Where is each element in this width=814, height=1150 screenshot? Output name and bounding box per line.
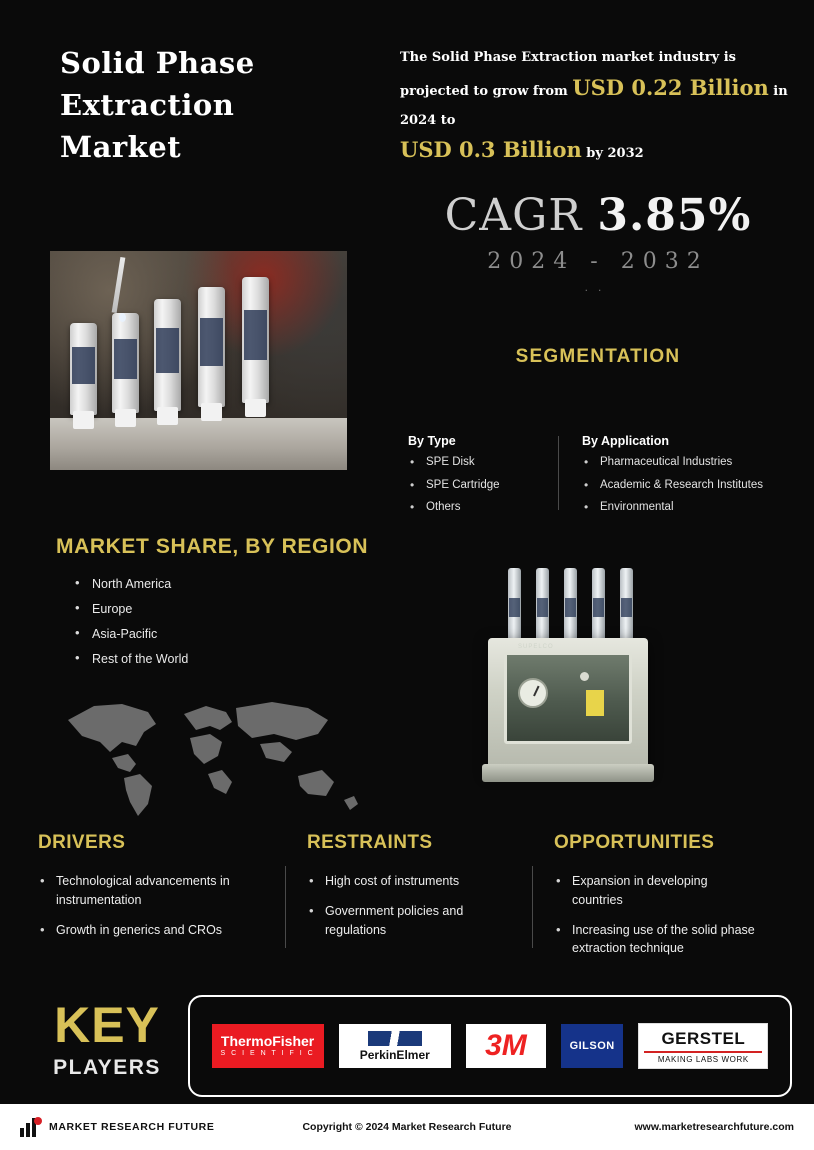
list-item: • Asia-Pacific [72, 627, 188, 641]
logo-perkinelmer [339, 1024, 451, 1068]
intro-value-2032: USD 0.3 Billion [400, 137, 582, 163]
logo-gerstel-divider [644, 1051, 762, 1053]
intro-mid: in 2024 to [400, 83, 788, 128]
list-item: • Government policies and regulations [307, 902, 514, 940]
cagr-period: 2024 - 2032 [487, 249, 709, 274]
segmentation-columns [408, 434, 798, 525]
logo-gerstel [638, 1023, 768, 1069]
opportunities-column [532, 832, 779, 969]
key-players-line1: KEY [54, 997, 160, 1053]
list-item: • Environmental [582, 502, 788, 514]
segmentation-by-type-list [408, 457, 558, 514]
spe-cartridges-photo [50, 251, 347, 470]
list-item: • Others [408, 502, 558, 514]
logo-3m: 3M [466, 1024, 546, 1068]
segmentation-title: SEGMENTATION [515, 346, 681, 367]
spe-vacuum-manifold-photo [478, 560, 658, 800]
photo-bench [50, 418, 347, 470]
manifold-tube [620, 568, 633, 642]
spe-cartridge [154, 299, 181, 411]
opportunities-heading: OPPORTUNITIES [554, 832, 715, 853]
drivers-column [38, 832, 285, 969]
cagr-dots-decoration: .. [584, 280, 612, 294]
drivers-heading: DRIVERS [38, 832, 126, 853]
key-players-logo-box [188, 995, 792, 1097]
spe-cartridge [70, 323, 97, 415]
spe-cartridge [112, 313, 139, 413]
page-title: Solid Phase Extraction Market [60, 46, 255, 165]
pressure-gauge-icon [518, 678, 548, 708]
intro-prefix: The Solid Phase Extraction market industry is projected to grow from [400, 50, 736, 99]
manifold-brand-label: SUPELCO [518, 644, 554, 650]
key-players-line2: PLAYERS [53, 1056, 161, 1079]
spe-cartridge [198, 287, 225, 407]
list-item: • High cost of instruments [307, 872, 514, 891]
drivers-restraints-opportunities [38, 832, 780, 969]
manifold-tube [592, 568, 605, 642]
liquid-drop [119, 313, 126, 322]
manifold-warning-label [586, 690, 604, 716]
segmentation-by-application-list [582, 457, 788, 514]
footer [0, 1104, 814, 1150]
market-share-region-list [72, 577, 188, 677]
list-item: • Technological advancements in instrumentation [38, 872, 267, 910]
restraints-heading: RESTRAINTS [307, 832, 433, 853]
cagr-block [398, 190, 798, 294]
list-item: • North America [72, 577, 188, 591]
logo-gerstel-line2: MAKING LABS WORK [657, 1054, 749, 1064]
logo-thermo-fisher-line2: S C I E N T I F I C [220, 1049, 315, 1057]
list-item: • Growth in generics and CROs [38, 921, 267, 940]
drivers-list [38, 872, 267, 939]
manifold-base [482, 764, 654, 782]
footer-brand [20, 1117, 270, 1137]
manifold-tube [508, 568, 521, 642]
list-item: • SPE Disk [408, 457, 558, 469]
logo-thermo-fisher [212, 1024, 324, 1068]
segmentation-by-type-heading: By Type [408, 434, 456, 448]
segmentation-by-type [408, 434, 558, 525]
footer-website-url[interactable]: www.marketresearchfuture.com [634, 1121, 794, 1133]
logo-gilson: GILSON [561, 1024, 623, 1068]
logo-gerstel-line1: GERSTEL [661, 1028, 746, 1048]
footer-copyright: Copyright © 2024 Market Research Future [302, 1121, 512, 1133]
cagr-line [398, 190, 798, 241]
list-item: • Expansion in developing countries [554, 872, 761, 910]
key-players-label [32, 997, 182, 1080]
list-item: • SPE Cartridge [408, 480, 558, 492]
manifold-knob [580, 672, 589, 681]
intro-statement [400, 44, 790, 169]
market-share-region-title: MARKET SHARE, BY REGION [56, 535, 369, 558]
perkinelmer-mark-icon [368, 1031, 422, 1046]
intro-suffix: by 2032 [581, 146, 644, 162]
list-item: • Pharmaceutical Industries [582, 457, 788, 469]
logo-perkinelmer-text: PerkinElmer [359, 1047, 430, 1062]
intro-value-2024: USD 0.22 Billion [572, 74, 769, 100]
logo-thermo-fisher-line1: ThermoFisher [220, 1033, 315, 1050]
manifold-body [488, 638, 648, 770]
list-item: • Academic & Research Institutes [582, 480, 788, 492]
cagr-label: CAGR [444, 190, 583, 241]
market-research-future-logo-icon [20, 1117, 42, 1137]
segmentation-by-application [558, 434, 788, 525]
opportunities-list [554, 872, 761, 958]
manifold-tube [564, 568, 577, 642]
restraints-column [285, 832, 532, 969]
footer-brand-text: MARKET RESEARCH FUTURE [49, 1121, 215, 1133]
list-item: • Rest of the World [72, 652, 188, 666]
cagr-value: 3.85% [597, 190, 752, 241]
spe-cartridge [242, 277, 269, 403]
segmentation-by-application-heading: By Application [582, 434, 670, 448]
manifold-tube [536, 568, 549, 642]
world-map-graphic [60, 690, 360, 820]
list-item: • Increasing use of the solid phase extraction technique [554, 921, 761, 959]
restraints-list [307, 872, 514, 939]
list-item: • Europe [72, 602, 188, 616]
